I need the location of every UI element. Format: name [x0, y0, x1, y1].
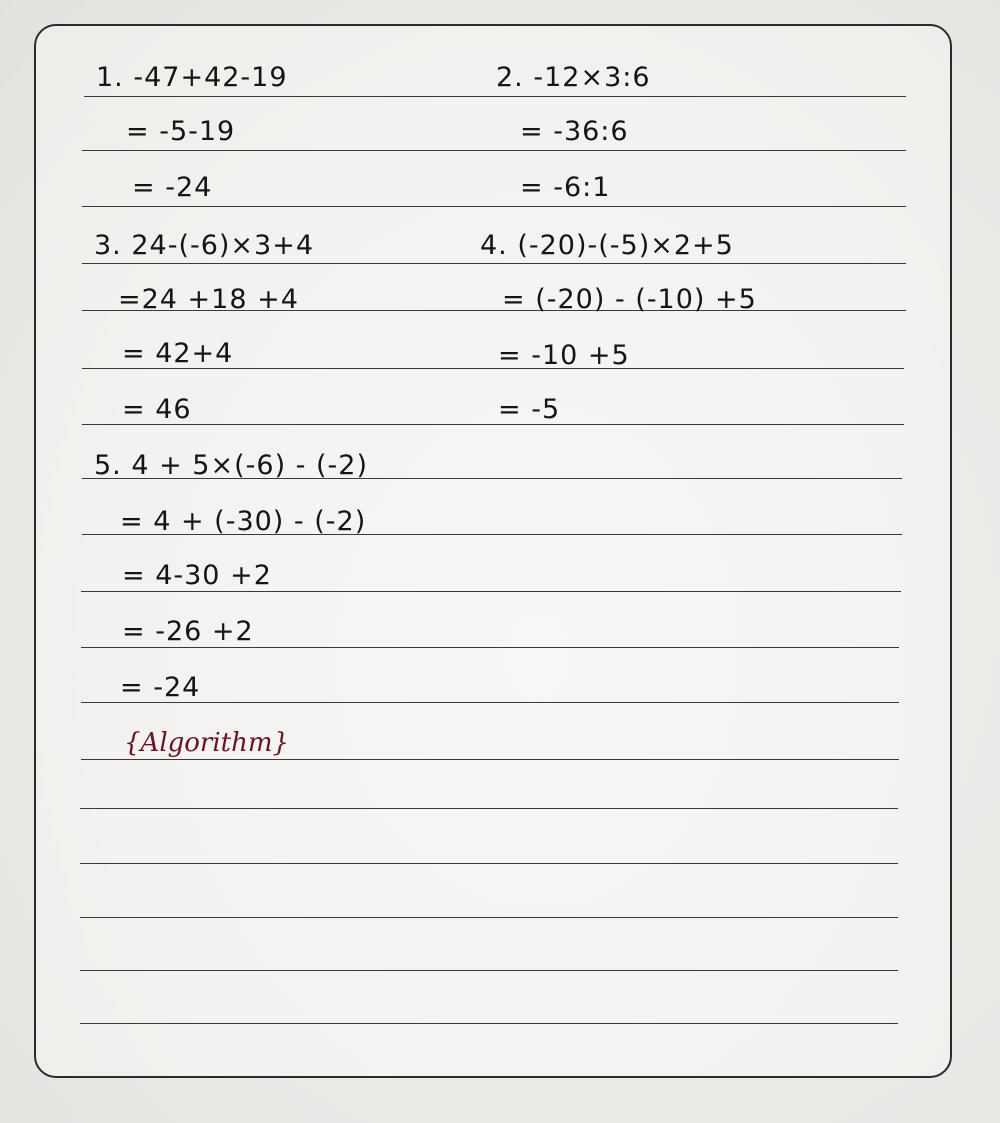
ruled-line: [82, 206, 906, 207]
problem-4-expression: 4. (-20)-(-5)×2+5: [480, 230, 734, 261]
problem-1-step-1: = -5-19: [126, 116, 236, 147]
problem-3-step-1: =24 +18 +4: [118, 284, 299, 315]
problem-5-step-3: = -26 +2: [122, 616, 254, 647]
problem-5-expression: 5. 4 + 5×(-6) - (-2): [94, 450, 368, 481]
ruled-line: [80, 863, 898, 864]
ruled-line: [82, 424, 904, 425]
ruled-line: [81, 647, 899, 648]
ruled-line: [80, 917, 898, 918]
problem-1-step-2: = -24: [132, 172, 213, 203]
problem-4-step-2: = -10 +5: [498, 340, 630, 371]
problem-2-expression: 2. -12×3:6: [496, 62, 651, 93]
problem-4-step-3: = -5: [498, 394, 561, 425]
ruled-line: [82, 263, 906, 264]
problem-2-step-1: = -36:6: [520, 116, 629, 147]
ruled-line: [81, 591, 901, 592]
problem-3-step-2: = 42+4: [122, 338, 234, 369]
ruled-line: [80, 808, 898, 809]
ruled-line: [80, 970, 898, 971]
notebook-page: [34, 24, 952, 1078]
ruled-line: [81, 759, 899, 760]
ruled-line: [81, 702, 899, 703]
problem-3-step-3: = 46: [122, 394, 192, 425]
problem-2-step-2: = -6:1: [520, 172, 611, 203]
problem-1-expression: 1. -47+42-19: [96, 62, 288, 93]
ruled-line: [84, 96, 906, 97]
algorithm-annotation: {Algorithm}: [124, 728, 290, 758]
problem-5-step-4: = -24: [120, 672, 201, 703]
problem-3-expression: 3. 24-(-6)×3+4: [94, 230, 315, 261]
problem-4-step-1: = (-20) - (-10) +5: [502, 284, 757, 315]
problem-5-step-2: = 4-30 +2: [122, 560, 272, 591]
problem-5-step-1: = 4 + (-30) - (-2): [120, 506, 367, 537]
ruled-line: [80, 1023, 898, 1024]
ruled-line: [82, 150, 906, 151]
